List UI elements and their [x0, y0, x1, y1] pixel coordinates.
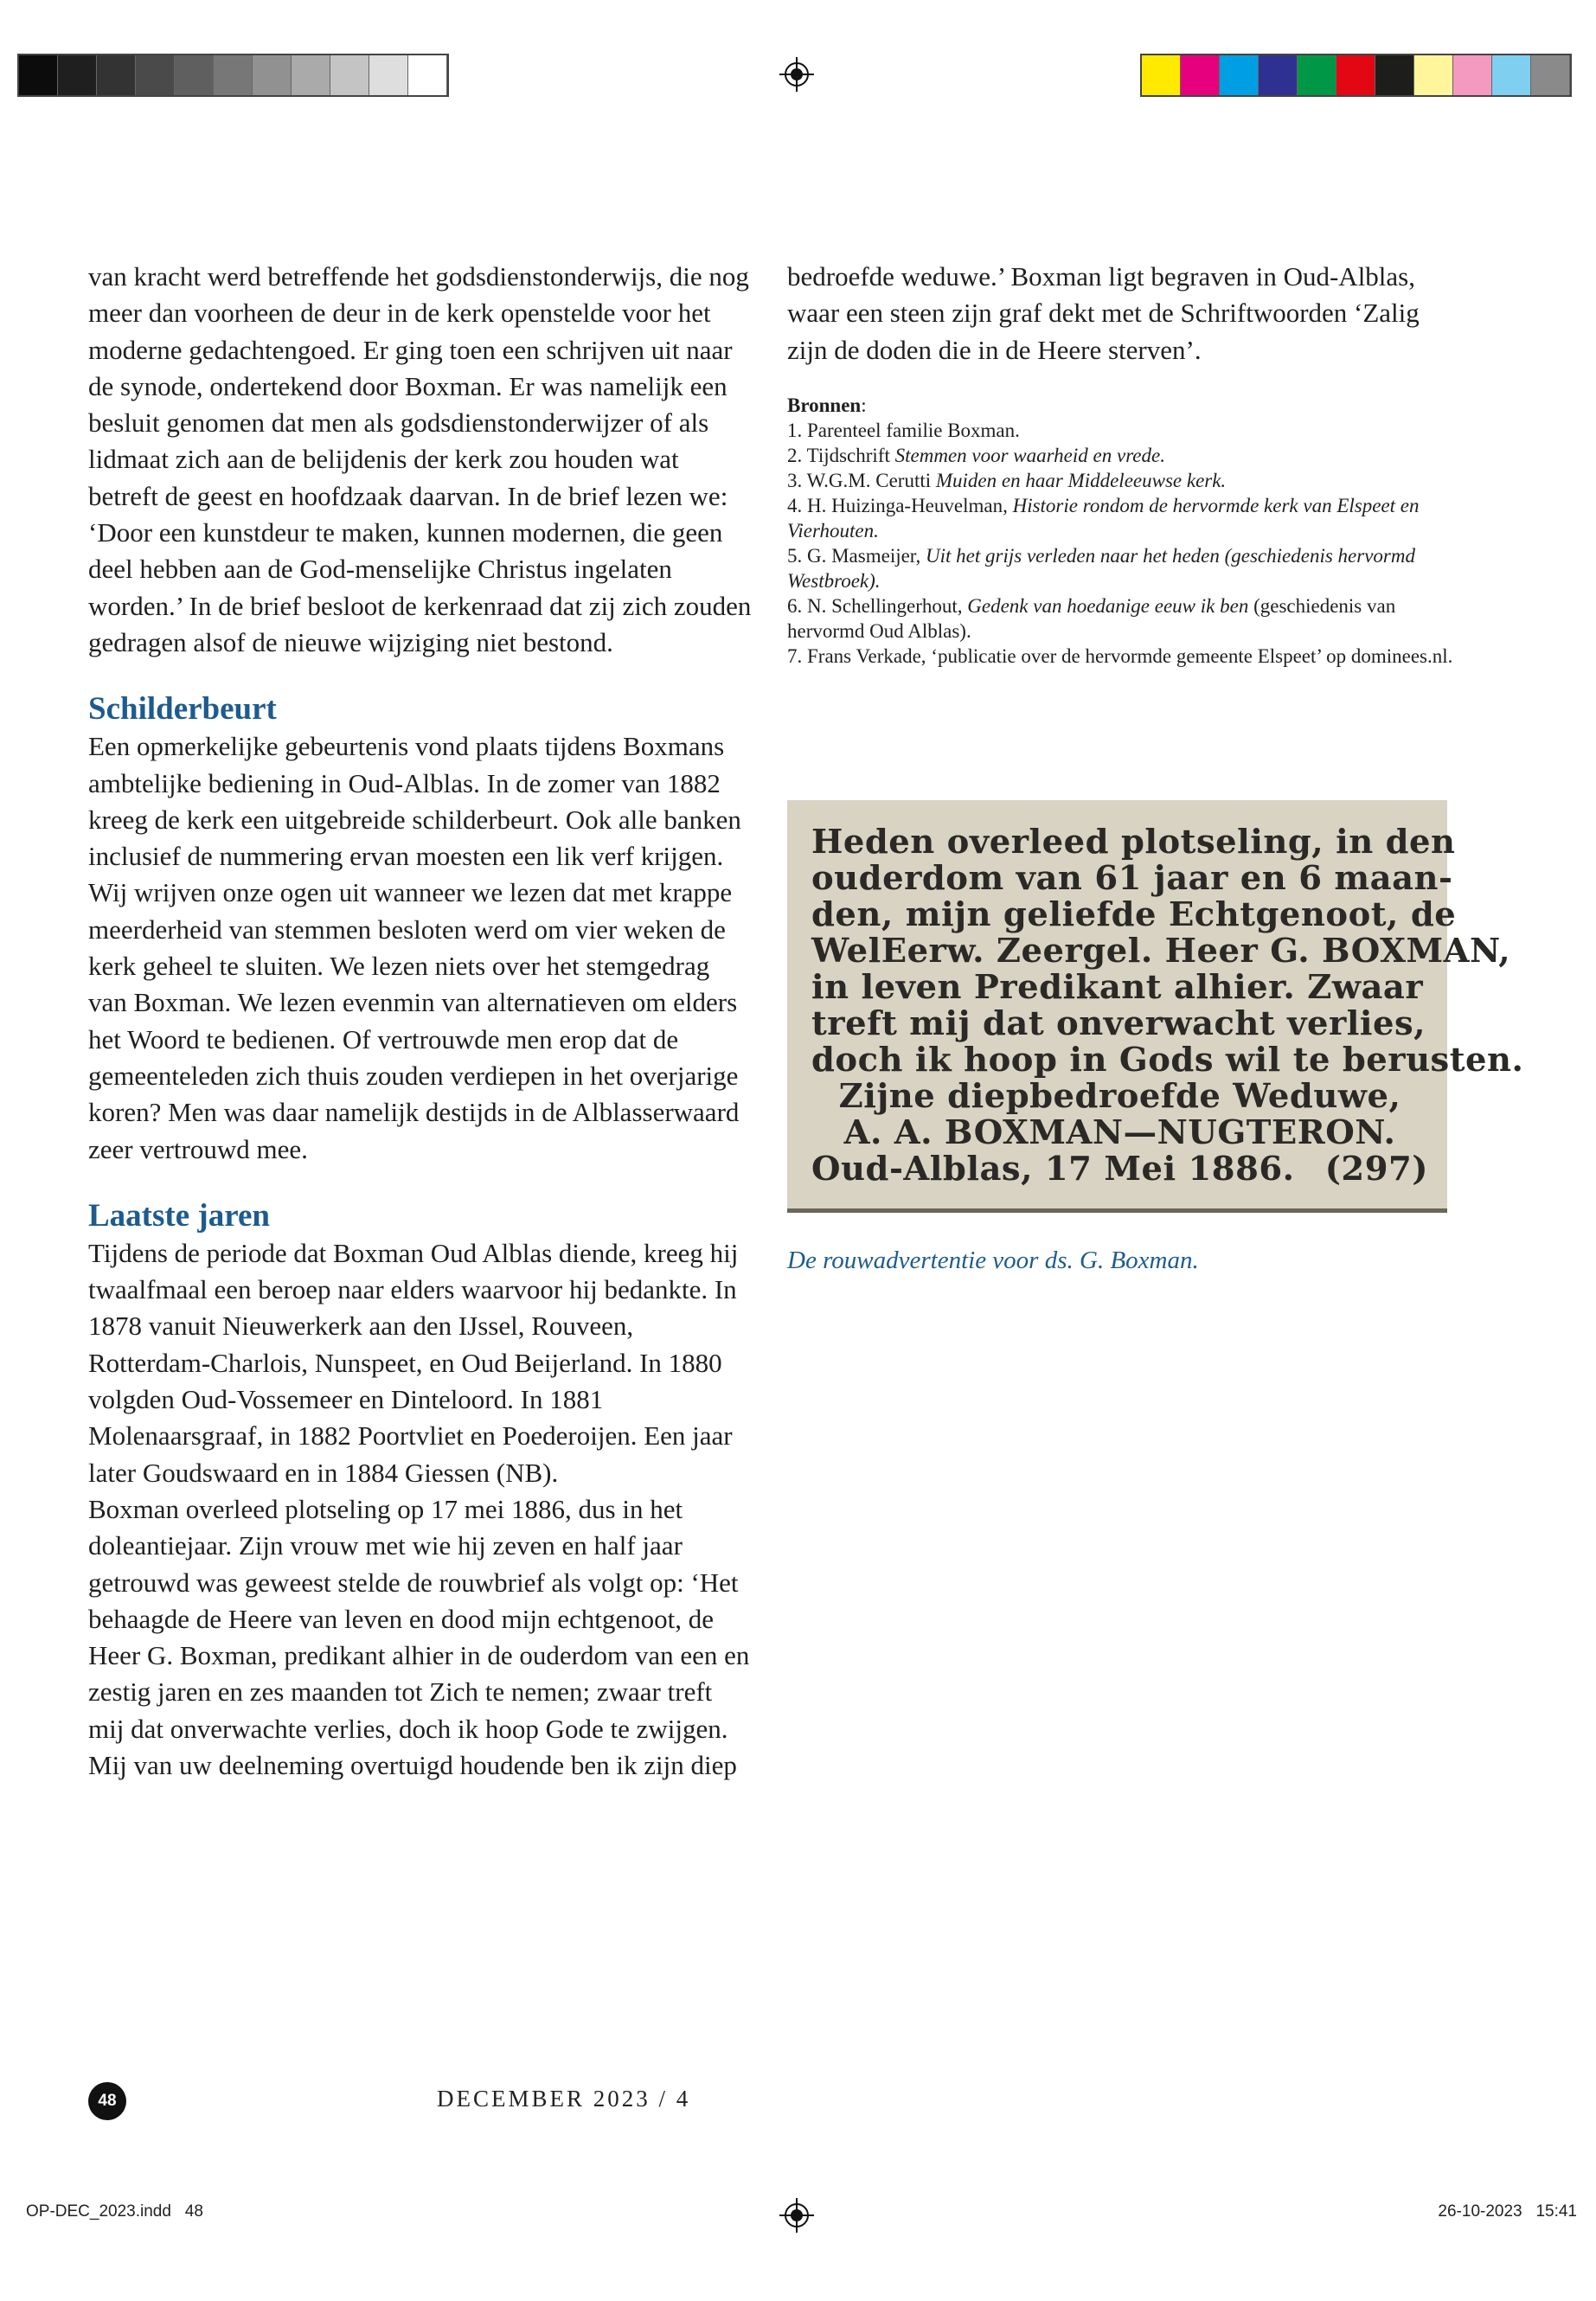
clipping-last-line	[811, 1151, 1428, 1188]
clipping-line: treft mij dat onverwacht verlies,	[811, 1004, 1426, 1043]
clipping-line: Heden overleed plotseling, in den	[811, 823, 1456, 862]
clipping-place-date: Oud-Alblas, 17 Mei 1886.	[811, 1150, 1295, 1189]
page-number: 48	[88, 2082, 126, 2120]
heading-schilderbeurt: Schilderbeurt	[88, 691, 277, 727]
grey-calibration-bar	[17, 54, 449, 97]
source-item: 4. H. Huizinga-Heuvelman, Historie rondom de hervormde kerk van Elspeet en Vierhouten.	[787, 494, 1420, 542]
slug-file: OP-DEC_2023.indd 48	[26, 2202, 203, 2221]
clipping-caption: De rouwadvertentie voor ds. G. Boxman.	[787, 1247, 1199, 1274]
laatste-jaren-paragraph-1: Tijdens de periode dat Boxman Oud Alblas diende, kreeg hij twaalfmaal een beroep naar elders waarvoor hij bedankte. In 1878 vanuit Nieuwerkerk aan den IJssel, Rouveen, Rotterdam-Charlois, Nunspeet, en Oud Beijerland. In 1880 volgden Oud-Vossemeer en Dinteloord. In 1881 Molenaarsgraaf, in 1882 Poortvliet en Poederoijen. Een jaar later Goudswaard en in 1884 Giessen (NB).	[88, 1237, 739, 1488]
color-swatch-8	[1414, 55, 1453, 95]
grey-swatch-11	[408, 55, 447, 95]
color-swatch-5	[1298, 55, 1336, 95]
grey-swatch-2	[58, 55, 97, 95]
color-swatch-1	[1142, 55, 1181, 95]
color-swatch-11	[1531, 55, 1570, 95]
grey-swatch-4	[136, 55, 175, 95]
source-item: 7. Frans Verkade, ‘publicatie over de hervormde gemeente Elspeet’ op dominees.nl.	[787, 644, 1453, 667]
color-swatch-4	[1259, 55, 1298, 95]
registration-mark-bottom-icon	[779, 2198, 814, 2233]
clipping-line: den, mijn geliefde Echtgenoot, de	[811, 895, 1457, 934]
grey-swatch-7	[253, 55, 292, 95]
right-column	[787, 259, 1462, 669]
source-item: 1. Parenteel familie Boxman.	[787, 419, 1020, 441]
color-calibration-bar	[1140, 54, 1572, 97]
source-item: 5. G. Masmeijer, Uit het grijs verleden naar het heden (geschiedenis hervormd Westbroek).	[787, 544, 1415, 592]
grey-swatch-10	[369, 55, 408, 95]
grey-swatch-6	[214, 55, 253, 95]
grey-swatch-5	[175, 55, 214, 95]
clipping-line: A. A. BOXMAN—NUGTERON.	[843, 1113, 1396, 1152]
color-swatch-7	[1375, 55, 1414, 95]
clipping-line: Zijne diepbedroefde Weduwe,	[838, 1077, 1401, 1116]
grey-swatch-3	[97, 55, 136, 95]
clipping-line: WelEerw. Zeergel. Heer G. BOXMAN,	[811, 932, 1511, 971]
color-swatch-9	[1453, 55, 1492, 95]
intro-paragraph: van kracht werd betreffende het godsdienstonderwijs, die nog meer dan voorheen de deur in de kerk openstelde voor het moderne gedachtengoed. Er ging toen een schrijven uit naar de synode, ondertekend door Boxman. Er was namelijk een besluit genomen dat men als godsdienstonderwijzer of als lidmaat zich aan de belijdenis der kerk zou houden wat betreft de geest en hoofdzaak daarvan. In de brief lezen we: ‘Door een kunstdeur te maken, kunnen modernen, die geen deel hebben aan de God-menselijke Christus ingelaten worden.’ In de brief besloot de kerkenraad dat zij zich zouden gedragen alsof de nieuwe wijziging niet bestond.	[88, 261, 752, 657]
clipping-line: doch ik hoop in Gods wil te berusten.	[811, 1041, 1524, 1080]
color-swatch-2	[1181, 55, 1220, 95]
source-item: 2. Tijdschrift Stemmen voor waarheid en vrede.	[787, 444, 1165, 466]
source-item: 3. W.G.M. Cerutti Muiden en haar Middeleeuwse kerk.	[787, 469, 1227, 491]
clipping-line: in leven Predikant alhier. Zwaar	[811, 968, 1424, 1007]
color-swatch-10	[1492, 55, 1531, 95]
grey-swatch-9	[330, 55, 369, 95]
clipping-line: ouderdom van 61 jaar en 6 maan-	[811, 859, 1453, 898]
continuation-paragraph: bedroefde weduwe.’ Boxman ligt begraven in Oud-Alblas, waar een steen zijn graf dekt met de Schriftwoorden ‘Zalig zijn de doden die in de Heere sterven’.	[787, 261, 1420, 365]
color-swatch-3	[1220, 55, 1259, 95]
slug-date: 26-10-2023 15:41	[1438, 2202, 1577, 2221]
registration-mark-top-icon	[779, 57, 814, 92]
grey-swatch-8	[292, 55, 330, 95]
schilderbeurt-paragraph: Een opmerkelijke gebeurtenis vond plaats tijdens Boxmans ambtelijke bediening in Oud-Alblas. In de zomer van 1882 kreeg de kerk een uitgebreide schilderbeurt. Ook alle banken inclusief de nummering ervan moesten een lik verf krijgen. Wij wrijven onze ogen uit wanneer we lezen dat met krappe meerderheid van stemmen besloten werd om vier weken de kerk geheel te sluiten. We lezen niets over het stemgedrag van Boxman. We lezen evenmin van alternatieven om elders het Woord te bedienen. Of vertrouwde men erop dat de gemeenteleden zich thuis zouden verdiepen in het overjarige koren? Men was daar namelijk destijds in de Alblasserwaard zeer vertrouwd mee.	[88, 731, 741, 1164]
clipping-ad-number: (297)	[1324, 1150, 1428, 1189]
sources-label: Bronnen	[787, 394, 862, 416]
source-item: 6. N. Schellingerhout, Gedenk van hoedanige eeuw ik ben (geschiedenis van hervormd Oud Alblas).	[787, 594, 1396, 642]
laatste-jaren-paragraph-2: Boxman overleed plotseling op 17 mei 1886, dus in het doleantiejaar. Zijn vrouw met wie hij zeven en half jaar getrouwd was geweest stelde de rouwbrief als volgt op: ‘Het behaagde de Heere van leven en dood mijn echtgenoot, de Heer G. Boxman, predikant alhier in de ouderdom van een en zestig jaren en zes maanden tot Zich te nemen; zwaar treft mij dat onverwachte verlies, doch ik hoop Gode te zwijgen. Mij van uw deelneming overtuigd houdende ben ik zijn diep	[88, 1493, 750, 1780]
death-notice-clipping	[787, 800, 1524, 1213]
issue-label: DECEMBER 2023 / 4	[437, 2086, 691, 2112]
sources-list: Bronnen: 1. Parenteel familie Boxman. 2. Tijdschrift Stemmen voor waarheid en vrede. 3. W.G.M. Cerutti Muiden en haar Middeleeuwse kerk. 4. H. Huizinga-Heuvelman, Historie rondom de hervormde kerk van Elspeet en Vierhouten. 5. G. Masmeijer, Uit het grijs verleden naar het heden (geschiedenis hervormd Westbroek). 6. N. Schellingerhout, Gedenk van hoedanige eeuw ik ben (geschiedenis van hervormd Oud Alblas). 7. Frans Verkade, ‘publicatie over de hervormde gemeente Elspeet’ op dominees.nl.	[787, 393, 1462, 669]
left-column	[88, 259, 754, 1784]
color-swatch-6	[1336, 55, 1375, 95]
heading-laatste-jaren: Laatste jaren	[88, 1197, 270, 1234]
grey-swatch-1	[19, 55, 58, 95]
